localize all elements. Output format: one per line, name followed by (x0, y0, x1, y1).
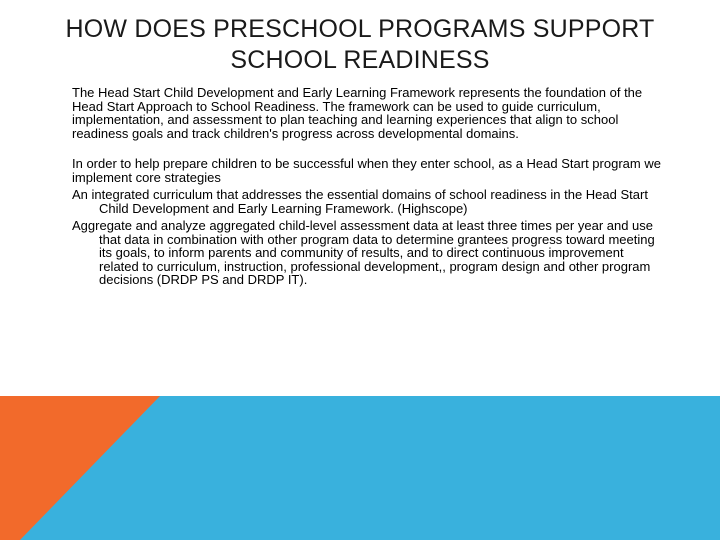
slide-title: HOW DOES PRESCHOOL PROGRAMS SUPPORT SCHOOL READINESS (65, 15, 655, 74)
intro-paragraph: The Head Start Child Development and Early Learning Framework represents the foundation of the Head Start Approach to School Readiness. The framework can be used to guide curriculum, implementation, and assessment to plan teaching and learning experiences that align to school readiness goals and track children's progress across developmental domains. (72, 85, 643, 141)
curriculum-paragraph: An integrated curriculum that addresses the essential domains of school readiness in the Head Start Child Development and Early Learning Framework. (Highscope) (72, 187, 648, 216)
strategies-lead-paragraph: In order to help prepare children to be successful when they enter school, as a Head Start program we implement core strategies (72, 156, 661, 185)
slide-body (72, 86, 662, 291)
assessment-paragraph: Aggregate and analyze aggregated child-level assessment data at least three times per year and use that data in combination with other program data to determine grantees progress toward meeting its goals, to inform parents and community of results, and to direct continuous improvement related to curriculum, instruction, professional development,, program design and other program decisions (DRDP PS and DRDP IT). (72, 218, 655, 287)
decorative-banner (0, 396, 720, 540)
